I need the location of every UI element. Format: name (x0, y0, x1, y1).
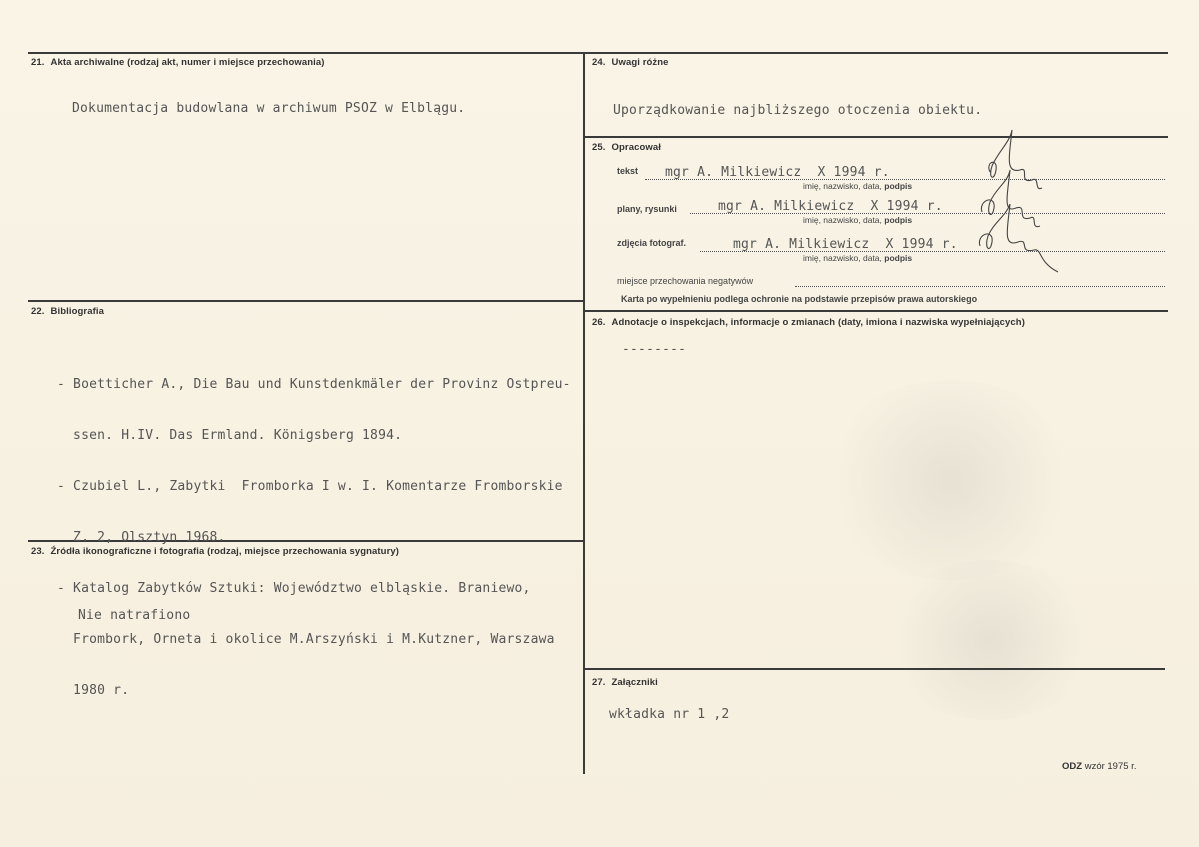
field-27-title: Załączniki (611, 677, 658, 688)
footer-mark: ODZ (1062, 761, 1083, 772)
top-rule (28, 52, 1168, 54)
field-25-number: 25. (592, 142, 606, 153)
field-23-number: 23. (31, 546, 45, 557)
author-row-hint: imię, nazwisko, data, podpis (803, 215, 913, 225)
signature-mark (960, 122, 1070, 277)
author-row-value: mgr A. Milkiewicz X 1994 r. (665, 165, 890, 180)
rule-26-27 (585, 668, 1165, 670)
signature-stroke (989, 130, 1042, 189)
field-24-value: Uporządkowanie najbliższego otoczenia obiektu. (613, 103, 983, 118)
field-21-number: 21. (31, 57, 45, 68)
bibliography-line: - Boetticher A., Die Bau und Kunstdenkmäler der Provinz Ostpreu- (57, 377, 571, 392)
bibliography-line: ssen. H.IV. Das Ermland. Königsberg 1894. (57, 428, 403, 443)
rule-24-25 (585, 136, 1168, 138)
bibliography-line: Z. 2, Olsztyn 1968. (57, 530, 226, 545)
field-21-title: Akta archiwalne (rodzaj akt, numer i miejsce przechowania) (50, 57, 325, 68)
field-25-label (592, 142, 661, 153)
author-row-label: plany, rysunki (617, 204, 677, 214)
field-27-number: 27. (592, 677, 606, 688)
bibliography-line: 1980 r. (57, 683, 130, 698)
paper-stain (820, 380, 1080, 580)
author-row-label: zdjęcia fotograf. (617, 238, 687, 248)
field-26-value: -------- (622, 342, 687, 357)
field-22-label (31, 306, 104, 317)
paper-stain (880, 560, 1100, 720)
field-26-title: Adnotacje o inspekcjach, informacje o zmianach (daty, imiona i nazwiska wypełniających) (611, 317, 1025, 328)
bibliography-line: Frombork, Orneta i okolice M.Arszyński i M.Kutzner, Warszawa (57, 632, 555, 647)
field-27-label (592, 677, 658, 688)
rule-21-22 (28, 300, 583, 302)
bibliography-line: - Czubiel L., Zabytki Fromborka I w. I. Komentarze Fromborskie (57, 479, 563, 494)
field-23-value: Nie natrafiono (78, 608, 191, 623)
form-footer (1062, 761, 1136, 772)
author-row-hint: imię, nazwisko, data, podpis (803, 181, 913, 191)
field-26-label (592, 317, 1025, 328)
rule-25-26 (585, 310, 1168, 312)
field-24-title: Uwagi różne (611, 57, 669, 68)
field-22-title: Bibliografia (50, 306, 104, 317)
field-24-number: 24. (592, 57, 606, 68)
bibliography-list (57, 342, 571, 733)
negatives-line (795, 286, 1165, 287)
copyright-notice: Karta po wypełnieniu podlega ochronie na podstawie przepisów prawa autorskiego (621, 294, 978, 304)
negatives-label: miejsce przechowania negatywów (617, 276, 754, 286)
author-row-value: mgr A. Milkiewicz X 1994 r. (733, 237, 958, 252)
footer-text: wzór 1975 r. (1084, 761, 1137, 772)
field-22-number: 22. (31, 306, 45, 317)
center-divider (583, 52, 585, 774)
signature-stroke (981, 170, 1040, 227)
field-27-value: wkładka nr 1 ,2 (609, 707, 730, 722)
field-23-title: Źródła ikonograficzne i fotografia (rodzaj, miejsce przechowania sygnatury) (50, 546, 400, 557)
field-21-value: Dokumentacja budowlana w archiwum PSOZ w Elblągu. (72, 101, 466, 116)
field-26-number: 26. (592, 317, 606, 328)
author-row-value: mgr A. Milkiewicz X 1994 r. (718, 199, 943, 214)
field-24-label (592, 57, 669, 68)
author-row-hint: imię, nazwisko, data, podpis (803, 253, 913, 263)
field-21-label (31, 57, 325, 68)
author-row-label: tekst (617, 166, 639, 176)
field-23-label (31, 546, 399, 557)
bibliography-line: - Katalog Zabytków Sztuki: Województwo elbląskie. Braniewo, (57, 581, 531, 596)
field-25-title: Opracował (611, 142, 661, 153)
